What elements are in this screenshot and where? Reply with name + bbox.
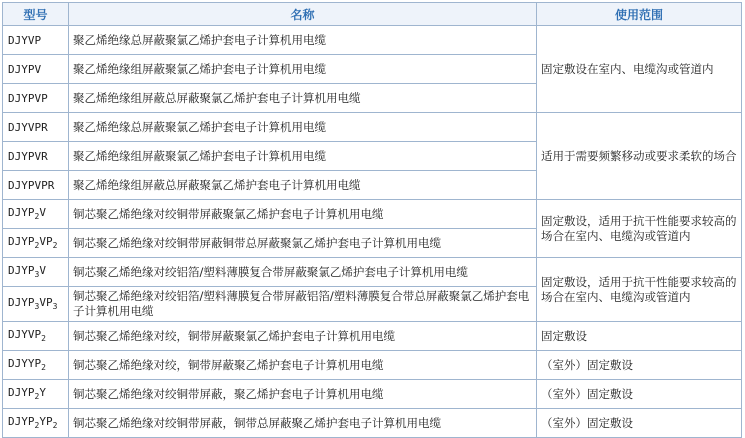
table-row xyxy=(3,409,742,438)
model-cell: $DJYP_2V$ xyxy=(3,200,69,229)
model-cell: $DJYYP_2$ xyxy=(3,351,69,380)
model-cell xyxy=(3,142,69,171)
model-cell xyxy=(3,55,69,84)
table-row xyxy=(3,200,742,229)
model-text: DJYVP xyxy=(8,33,42,47)
cable-spec-table xyxy=(2,2,742,438)
name-cell: 铜芯聚乙烯绝缘对绞铜带屏蔽，聚乙烯护套电子计算机用电缆 xyxy=(69,380,537,409)
name-cell: 聚乙烯绝缘组屏蔽聚氯乙烯护套电子计算机用电缆 xyxy=(69,142,537,171)
table-row xyxy=(3,26,742,55)
name-cell: 聚乙烯绝缘组屏蔽聚氯乙烯护套电子计算机用电缆 xyxy=(69,55,537,84)
model-cell xyxy=(3,171,69,200)
usage-cell: 固定敷设，适用于抗干性能要求较高的场合在室内、电缆沟或管道内 xyxy=(537,258,742,322)
header-model: 型号 xyxy=(3,3,69,26)
usage-cell: （室外）固定敷设 xyxy=(537,351,742,380)
table-row xyxy=(3,258,742,287)
name-cell: 铜芯聚乙烯绝缘对绞铜带屏蔽铜带总屏蔽聚氯乙烯护套电子计算机用电缆 xyxy=(69,229,537,258)
model-cell xyxy=(3,26,69,55)
name-cell: 聚乙烯绝缘组屏蔽总屏蔽聚氯乙烯护套电子计算机用电缆 xyxy=(69,171,537,200)
usage-cell: 固定敷设，适用于抗干性能要求较高的场合在室内、电缆沟或管道内 xyxy=(537,200,742,258)
model-text: DJYPVR xyxy=(8,149,48,163)
model-cell: $DJYVP_2$ xyxy=(3,322,69,351)
model-cell: $DJYP_2YP_2$ xyxy=(3,409,69,438)
name-cell: 铜芯聚乙烯绝缘对绞，铜带屏蔽聚乙烯护套电子计算机用电缆 xyxy=(69,351,537,380)
name-cell: 铜芯聚乙烯绝缘对绞铜带屏蔽聚氯乙烯护套电子计算机用电缆 xyxy=(69,200,537,229)
model-text: DJYVPR xyxy=(8,120,48,134)
table-row xyxy=(3,113,742,142)
model-cell: $DJYP_2Y$ xyxy=(3,380,69,409)
model-cell xyxy=(3,84,69,113)
name-cell: 铜芯聚乙烯绝缘对绞铜带屏蔽，铜带总屏蔽聚乙烯护套电子计算机用电缆 xyxy=(69,409,537,438)
usage-cell: （室外）固定敷设 xyxy=(537,409,742,438)
table-row xyxy=(3,380,742,409)
model-cell: $DJYP_3V$ xyxy=(3,258,69,287)
model-cell xyxy=(3,113,69,142)
name-cell: 铜芯聚乙烯绝缘对绞铝箔/塑料薄膜复合带屏蔽聚氯乙烯护套电子计算机用电缆 xyxy=(69,258,537,287)
name-cell: 聚乙烯绝缘总屏蔽聚氯乙烯护套电子计算机用电缆 xyxy=(69,26,537,55)
usage-cell: 固定敷设在室内、电缆沟或管道内 xyxy=(537,26,742,113)
name-cell: 铜芯聚乙烯绝缘对绞铝箔/塑料薄膜复合带屏蔽铝箔/塑料薄膜复合带总屏蔽聚氯乙烯护套电子计算机用电缆 xyxy=(69,287,537,322)
usage-cell: （室外）固定敷设 xyxy=(537,380,742,409)
model-cell: $DJYP_2VP_2$ xyxy=(3,229,69,258)
name-cell: 铜芯聚乙烯绝缘对绞，铜带屏蔽聚氯乙烯护套电子计算机用电缆 xyxy=(69,322,537,351)
model-text: DJYPV xyxy=(8,62,42,76)
model-text: DJYPVP xyxy=(8,91,48,105)
header-row xyxy=(3,3,742,26)
usage-cell: 适用于需要频繁移动或要求柔软的场合 xyxy=(537,113,742,200)
model-text: DJYPVPR xyxy=(8,178,55,192)
model-cell: $DJYP_3VP_3$ xyxy=(3,287,69,322)
name-cell: 聚乙烯绝缘组屏蔽总屏蔽聚氯乙烯护套电子计算机用电缆 xyxy=(69,84,537,113)
table-row xyxy=(3,351,742,380)
table-row xyxy=(3,322,742,351)
usage-cell: 固定敷设 xyxy=(537,322,742,351)
header-name: 名称 xyxy=(69,3,537,26)
name-cell: 聚乙烯绝缘总屏蔽聚氯乙烯护套电子计算机用电缆 xyxy=(69,113,537,142)
header-usage: 使用范围 xyxy=(537,3,742,26)
